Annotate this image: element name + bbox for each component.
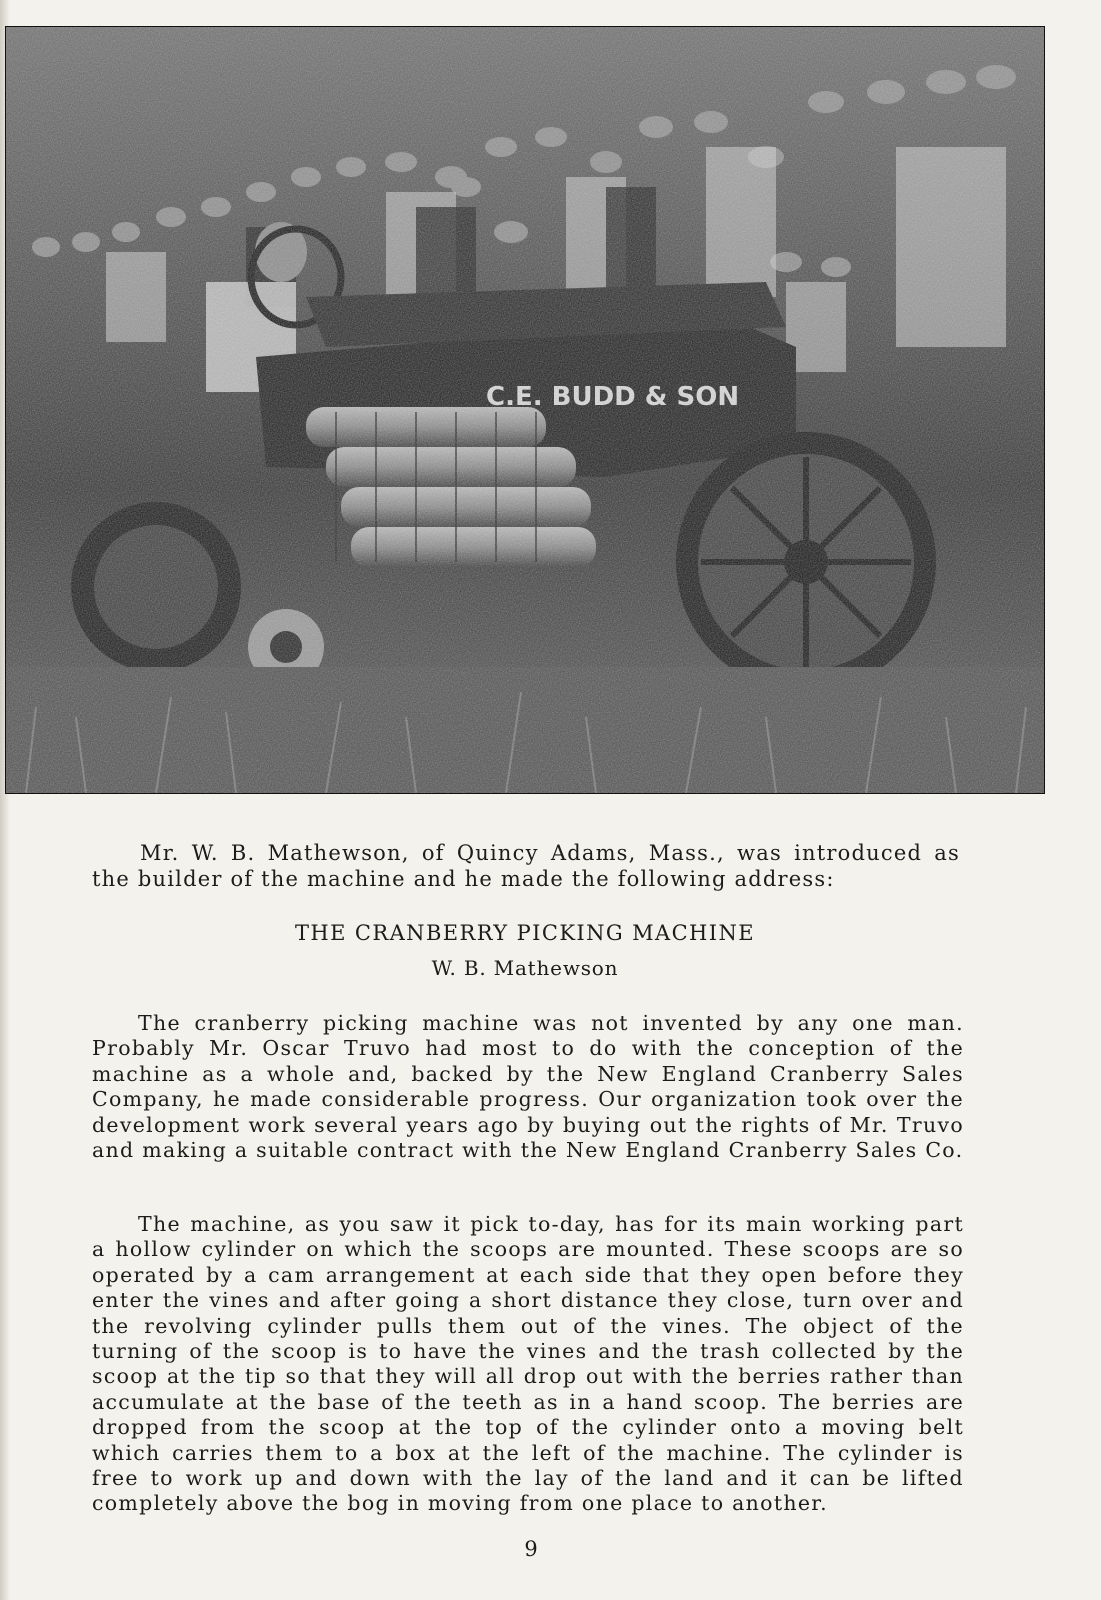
article-title: THE CRANBERRY PICKING MACHINE	[295, 921, 755, 945]
body-paragraph: The machine, as you saw it pick to-day, has for its main working part a hollow cylinder on which the scoops are mounted. These scoops are so operated by a cam arrangement at each side that they open before they enter the vines and after going a short distance they close, turn over and the revolving cylinder pulls them out of the vines. The object of the turning of the scoop is to have the vines and the trash collected by the scoop at the tip so that they will all drop out with the berries rather than accumulate at the base of the teeth as in a hand scoop. The berries are dropped from the scoop at the top of the cylinder onto a moving belt which carries them to a box at the left of the machine. The cylinder is free to work up and down with the lay of the land and it can be lifted completely above the bog in moving from one place to another.	[92, 1212, 964, 1516]
cranberry-machine-photo	[5, 26, 1045, 794]
body-paragraph: The cranberry picking machine was not invented by any one man. Probably Mr. Oscar Truvo had most to do with the conception of the machine as a whole and, backed by the New England Cranberry Sales Company, he made considerable progress. Our organization took over the development work several years ago by buying out the rights of Mr. Truvo and making a suitable contract with the New England Cranberry Sales Co.	[92, 1011, 964, 1163]
photo-illustration	[6, 27, 1044, 793]
page-number: 9	[524, 1537, 538, 1561]
intro-paragraph: Mr. W. B. Mathewson, of Quincy Adams, Mass., was introduced as the builder of the machine and he made the following address:	[92, 841, 960, 891]
article-author: W. B. Mathewson	[431, 956, 619, 980]
